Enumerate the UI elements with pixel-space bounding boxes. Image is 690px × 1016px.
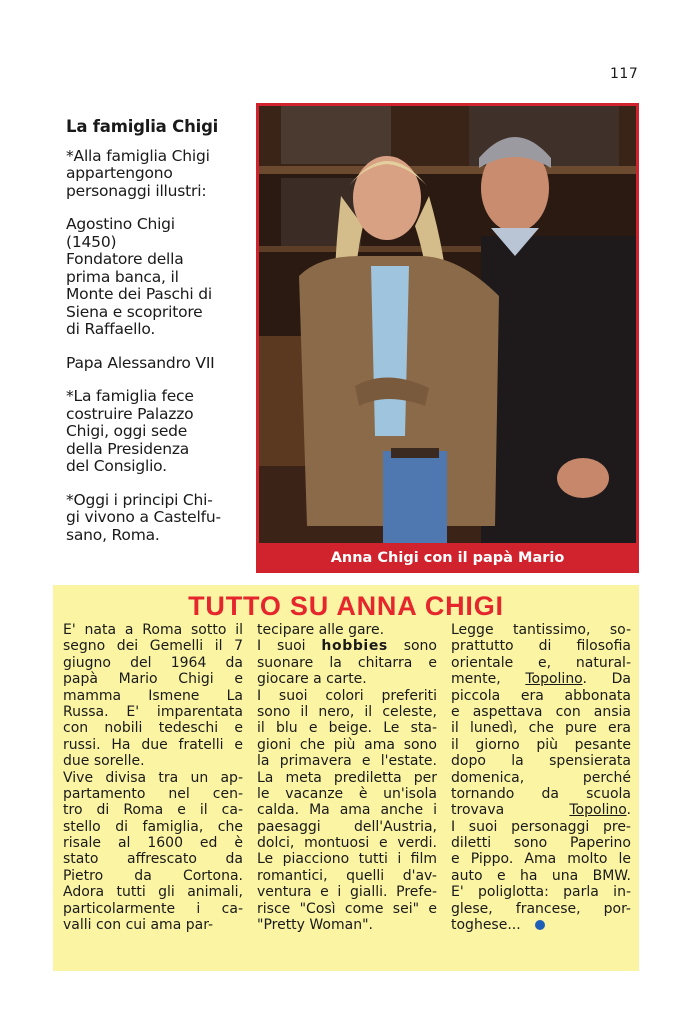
article-line: Le piacciono tutti i film: [257, 851, 437, 868]
article-line: due sorelle.: [63, 753, 145, 770]
sidebar-line: *Alla famiglia Chigi: [66, 146, 210, 165]
article-column-3: [451, 622, 631, 933]
article-line: segno dei Gemelli il 7: [63, 638, 243, 655]
sidebar-line: Fondatore della: [66, 250, 184, 268]
article-line: stato affrescato da: [63, 851, 243, 868]
article-line: E' poliglotta: parla in-: [451, 884, 631, 901]
article-line: domenica, perché: [451, 769, 631, 786]
article-line: Legge tantissimo, so-: [451, 622, 631, 638]
article-line: papà Mario Chigi e: [63, 671, 243, 688]
article-line: tecipare alle gare.: [257, 622, 385, 638]
article-line: piccola era abbonata: [451, 687, 631, 704]
article-line-text: trovava: [451, 802, 570, 819]
sidebar-line: gi vivono a Castelfu-: [66, 508, 221, 526]
article-line: il giorno più pesante: [451, 736, 631, 753]
article-line: sono il nero, il celeste,: [257, 703, 437, 720]
article-line: tornando da scuola: [451, 785, 631, 802]
sidebar-paragraph: [66, 216, 248, 339]
article-line-text: I suoi: [257, 638, 322, 655]
article-line: I suoi colori preferiti: [257, 687, 437, 704]
sidebar-line: Papa Alessandro VII: [66, 353, 215, 372]
article-line: Russa. E' imparentata: [63, 703, 243, 720]
article-line: dopo la spensierata: [451, 753, 631, 770]
article-line: Pietro da Cortona.: [63, 867, 243, 884]
article-line: tro di Roma e il ca-: [63, 802, 243, 819]
article-line: La meta prediletta per: [257, 769, 437, 786]
article-title: TUTTO SU ANNA CHIGI: [188, 591, 504, 621]
article-line: giocare a carte.: [257, 671, 367, 688]
sidebar-paragraph: [66, 492, 248, 545]
sidebar-line: di Raffaello.: [66, 320, 156, 338]
article-line: risale al 1600 ed è: [63, 835, 243, 852]
photo-anna-and-mario-chigi: [259, 106, 636, 543]
sidebar-family-facts: [66, 118, 248, 560]
article-line: il lunedì, che pure era: [451, 720, 631, 737]
article-line: mamma Ismene La: [63, 687, 243, 704]
sidebar-paragraph: [66, 148, 248, 201]
sidebar-line: *Oggi i principi Chi-: [66, 490, 213, 509]
article-line: e Pippo. Ama molto le: [451, 851, 631, 868]
sidebar-line: (1450): [66, 232, 117, 251]
sidebar-line: Monte dei Paschi di: [66, 285, 212, 303]
article-line: glese, francese, por-: [451, 900, 631, 917]
sidebar-line: prima banca, il: [66, 267, 179, 286]
sidebar-line: Chigi, oggi sede: [66, 422, 188, 440]
article-line: russi. Ha due fratelli e: [63, 736, 243, 753]
article-line-text: .: [626, 802, 631, 819]
article-line: calda. Ma ama anche i: [257, 802, 437, 819]
article-line: suonare la chitarra e: [257, 654, 437, 671]
sidebar-line: Siena e scopritore: [66, 302, 203, 321]
article-line: romantici, quelli d'av-: [257, 867, 437, 884]
article-line-text: sono: [387, 638, 437, 655]
article-line: la primavera e l'estate.: [257, 753, 437, 770]
article-line: partamento nel cen-: [63, 785, 243, 802]
underlined-title: Topolino: [525, 671, 583, 688]
article-line: "Pretty Woman".: [257, 917, 373, 934]
sidebar-line: Agostino Chigi: [66, 215, 175, 233]
sidebar-paragraph: [66, 388, 248, 476]
article-line: il blu e beige. Le sta-: [257, 720, 437, 737]
page-number: 117: [610, 66, 639, 82]
article-line: diletti sono Paperino: [451, 835, 631, 852]
sidebar-line: *La famiglia fece: [66, 387, 194, 405]
article-line: con nobili tedeschi e: [63, 720, 243, 737]
article-line: E' nata a Roma sotto il: [63, 622, 243, 638]
sidebar-line: sano, Roma.: [66, 525, 160, 544]
sidebar-line: del Consiglio.: [66, 457, 167, 475]
article-line: giugno del 1964 da: [63, 654, 243, 671]
article-line-text: . Da: [582, 671, 631, 688]
underlined-title: Topolino: [569, 802, 627, 819]
photo-frame: [256, 103, 639, 573]
article-line: ventura e i gialli. Prefe-: [257, 884, 437, 901]
article-line: risce "Così come sei" e: [257, 900, 437, 917]
article-line: e aspettava con ansia: [451, 703, 631, 720]
article-line: I suoi personaggi pre-: [451, 818, 631, 835]
article-line: paesaggi dell'Austria,: [257, 818, 437, 835]
article-line: [451, 671, 631, 687]
article-line: orientale e, natural-: [451, 654, 631, 671]
article-box: [53, 585, 639, 971]
article-line: [257, 638, 437, 654]
sidebar-title: La famiglia Chigi: [66, 117, 219, 136]
article-line: gioni che più ama sono: [257, 736, 437, 753]
article-line: auto e ha una BMW.: [451, 867, 631, 884]
article-line: toghese...: [451, 917, 631, 933]
photo-caption: Anna Chigi con il papà Mario: [330, 550, 565, 566]
article-line: prattutto di filosofia: [451, 638, 631, 655]
article-line-text: mente,: [451, 671, 526, 688]
article-line: particolarmente i ca-: [63, 900, 243, 917]
sidebar-line: della Presidenza: [66, 439, 190, 458]
article-line: Adora tutti gli animali,: [63, 884, 243, 901]
article-line: [451, 802, 631, 818]
article-line: dolci, montuosi e verdi.: [257, 835, 437, 852]
article-column-2: [257, 622, 437, 933]
highlighted-word: hobbies: [321, 638, 388, 655]
sidebar-paragraph: [66, 355, 248, 373]
article-line: le vacanze è un'isola: [257, 785, 437, 802]
article-column-1: [63, 622, 243, 933]
end-of-article-dot-icon: [535, 920, 545, 930]
sidebar-line: personaggi illustri:: [66, 181, 207, 200]
article-line: stello di famiglia, che: [63, 818, 243, 835]
article-line: Vive divisa tra un ap-: [63, 769, 243, 786]
article-line: valli con cui ama par-: [63, 917, 214, 934]
sidebar-line: appartengono: [66, 164, 173, 182]
sidebar-line: costruire Palazzo: [66, 404, 194, 423]
